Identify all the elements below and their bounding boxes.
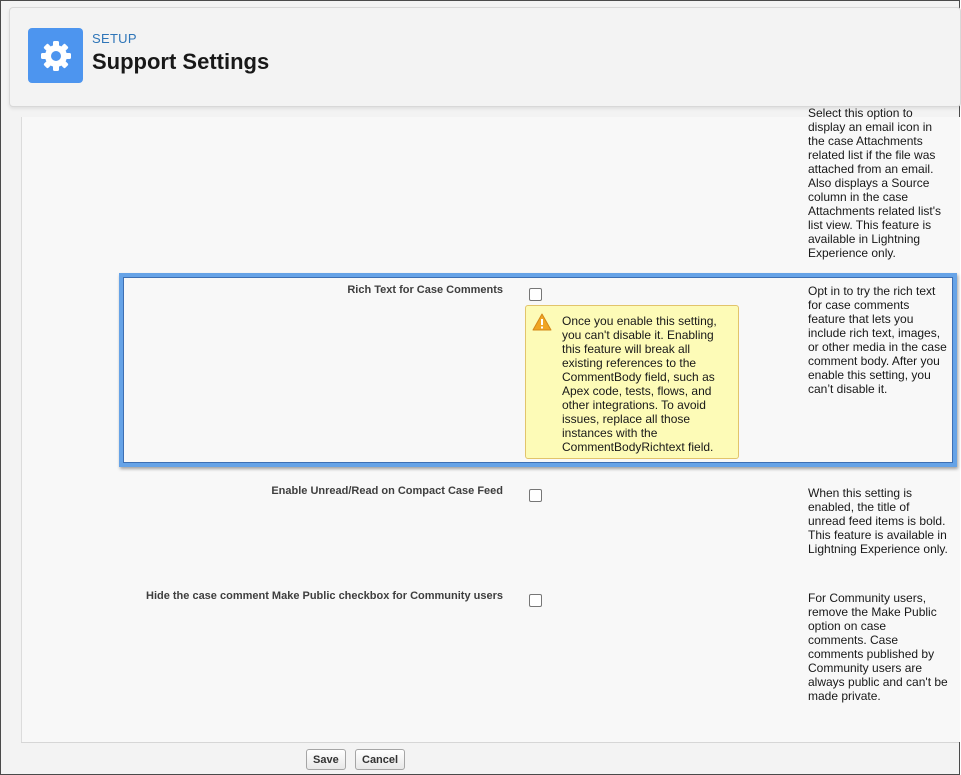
unread-read-checkbox[interactable] <box>529 489 542 502</box>
cancel-button[interactable]: Cancel <box>355 749 405 770</box>
page-header <box>9 7 961 107</box>
hide-make-public-description: For Community users, remove the Make Public option on case comments. Case comments published by Community users are always public and can't be made private. <box>808 591 948 703</box>
email-attachments-description-clip <box>808 106 958 275</box>
unread-read-label: Enable Unread/Read on Compact Case Feed <box>271 485 503 497</box>
hide-make-public-checkbox[interactable] <box>529 594 542 607</box>
footer-divider <box>21 742 959 743</box>
hide-make-public-label: Hide the case comment Make Public checkbox for Community users <box>146 590 503 602</box>
email-attachments-description: Select this option to display an email icon in the case Attachments related list if the file was attached from an email. Also displays a Source column in the case Attachments related list's list view. This feature is available in Lightning Experience only. <box>808 106 942 260</box>
gear-icon <box>28 28 83 83</box>
page-title: Support Settings <box>92 49 270 74</box>
rich-text-description: Opt in to try the rich text for case comments feature that lets you include rich text, images, or other media in the case comment body. After you enable this setting, you can’t disable it. <box>808 284 947 396</box>
save-button[interactable]: Save <box>306 749 346 770</box>
breadcrumb: SETUP <box>92 31 137 46</box>
warning-text: Once you enable this setting, you can't disable it. Enabling this feature will break all existing references to the CommentBody field, such as Apex code, tests, flows, and other integrations. To avoid issues, replace all those instances with the CommentBodyRichtext field. <box>562 314 717 454</box>
unread-read-description: When this setting is enabled, the title of unread feed items is bold. This feature is available in Lightning Experience only. <box>808 486 948 556</box>
rich-text-checkbox[interactable] <box>529 288 542 301</box>
warning-icon <box>532 313 552 336</box>
rich-text-label: Rich Text for Case Comments <box>347 284 503 296</box>
warning-callout <box>525 305 739 459</box>
